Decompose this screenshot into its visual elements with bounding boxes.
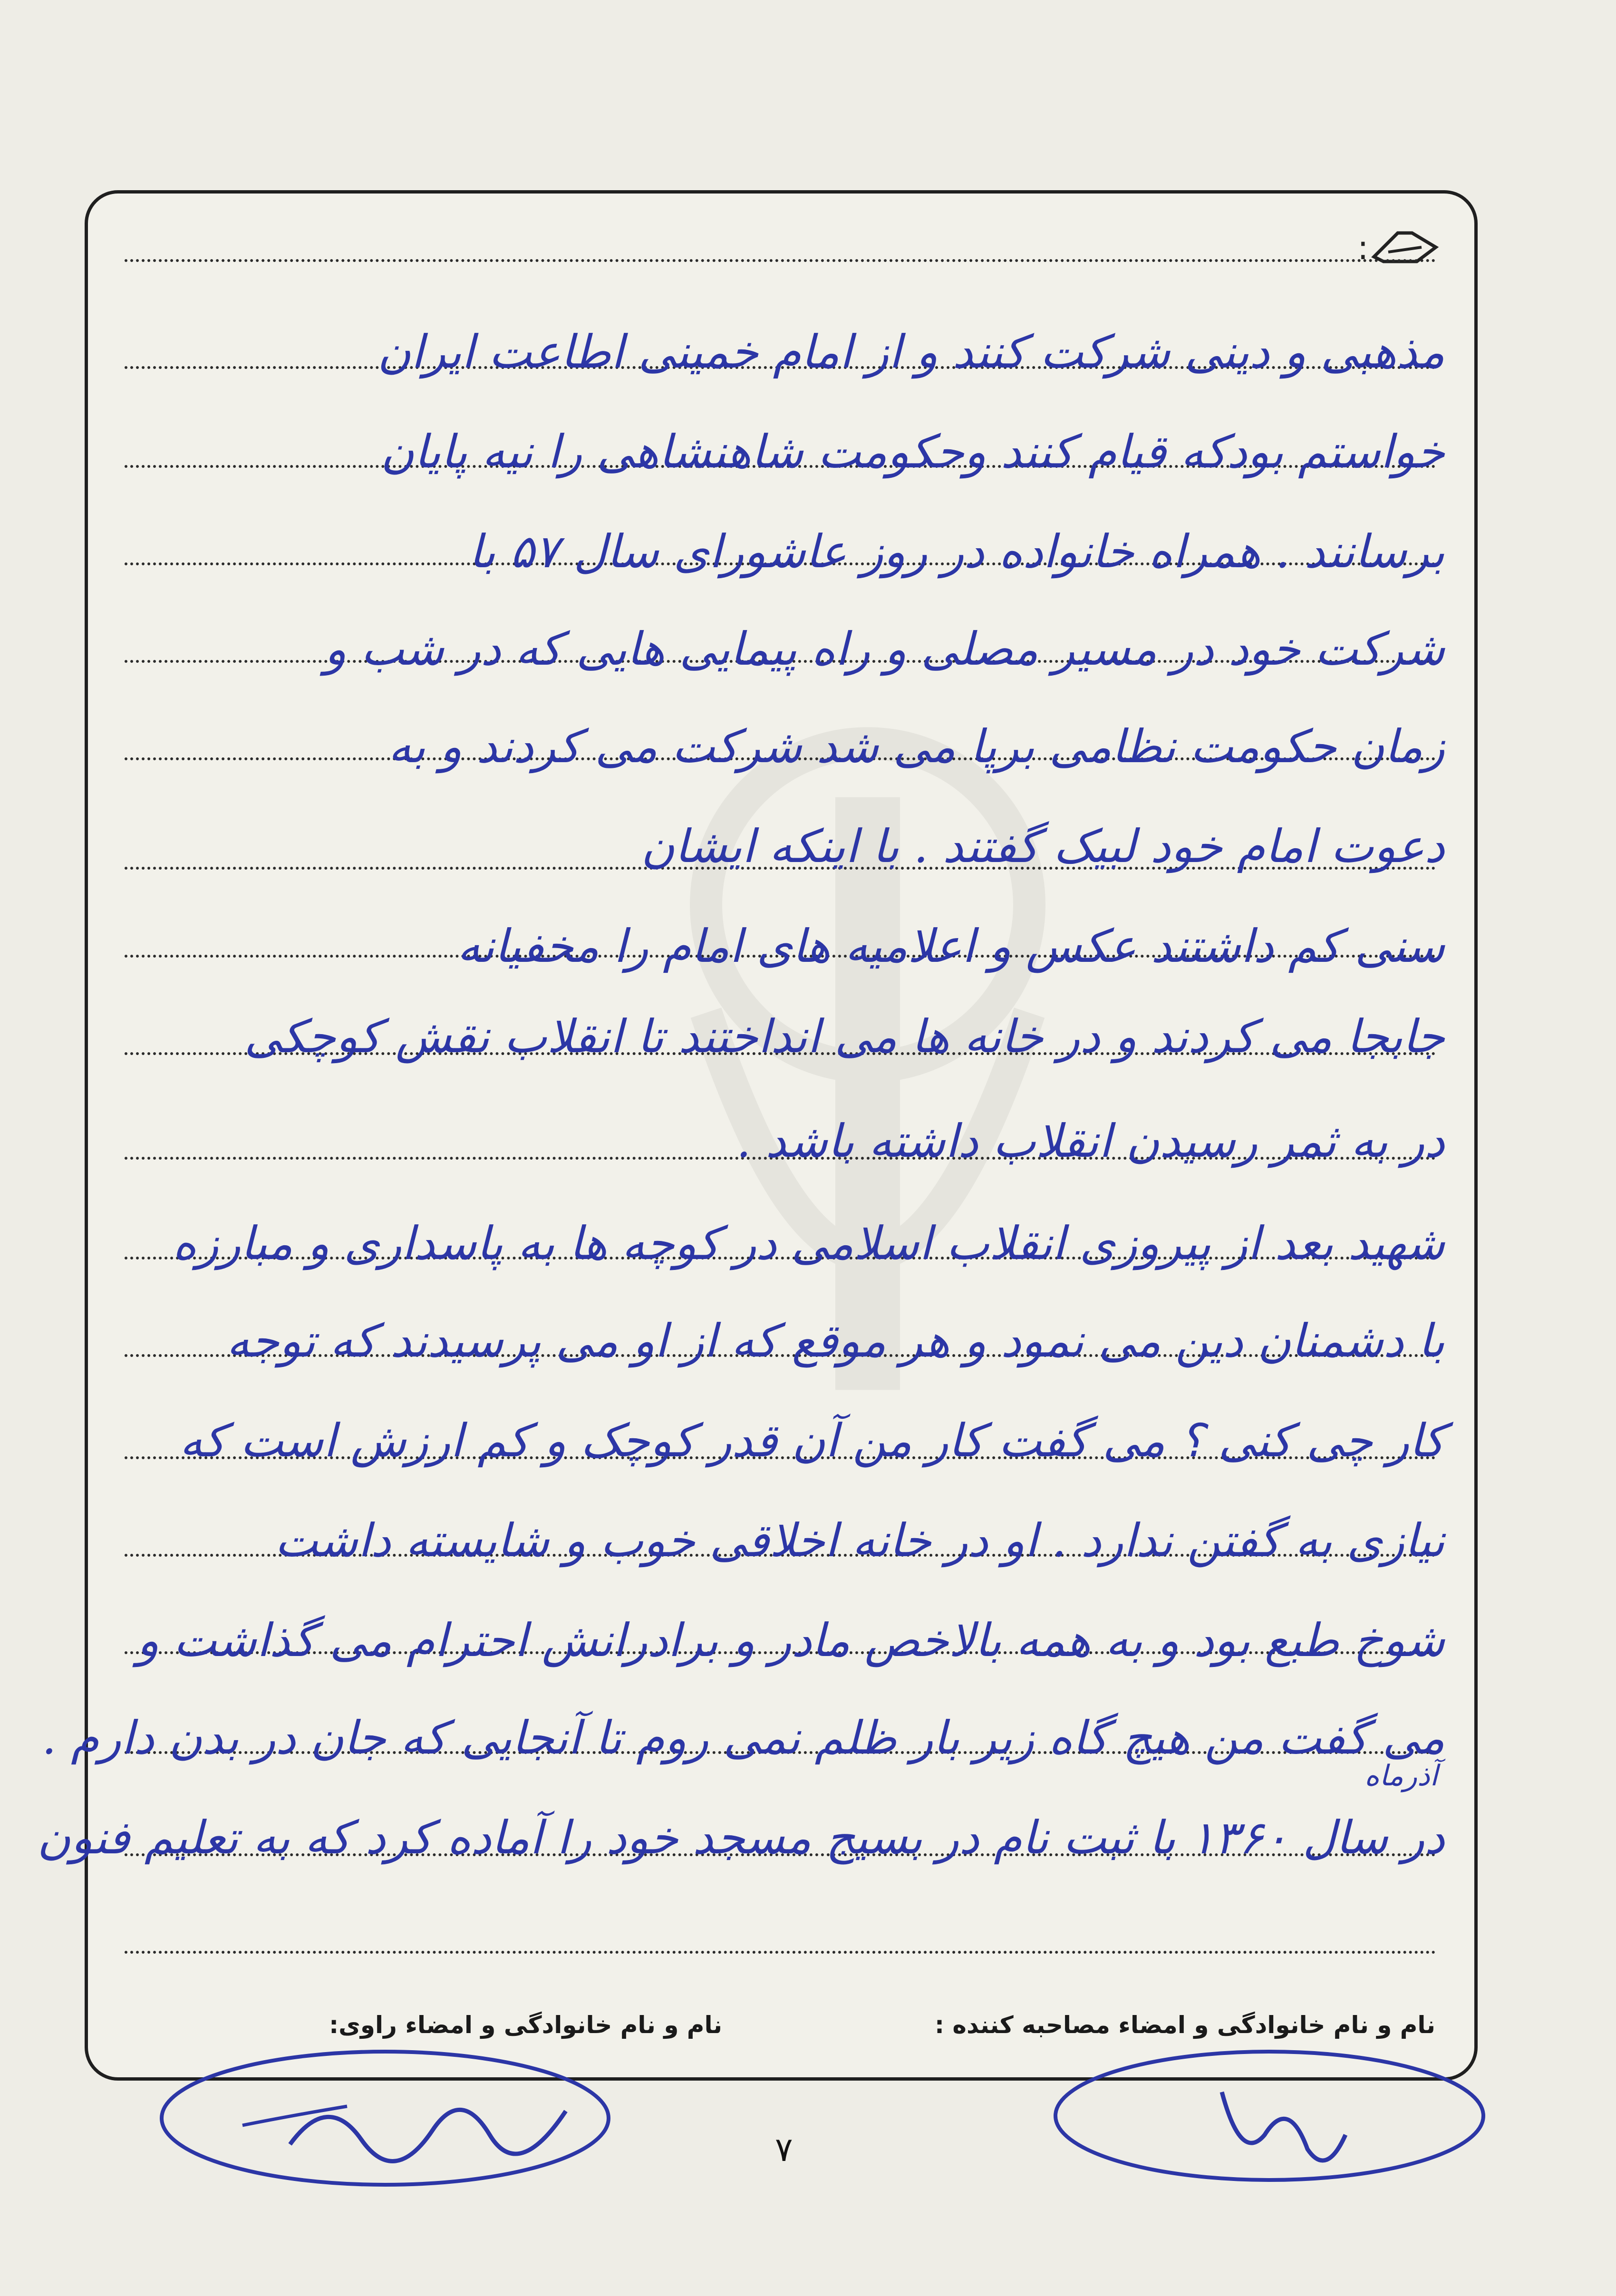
ruled-line — [125, 259, 1436, 262]
handwritten-line: در سال ۱۳۶۰ با ثبت نام در بسیج مسجد خود را آماده کرد که به تعلیم فنون — [37, 1811, 1445, 1864]
handwritten-line: در به ثمر رسیدن انقلاب داشته باشد . — [736, 1114, 1445, 1168]
handwritten-line: شرکت خود در مسیر مصلی و راه پیمایی هایی که در شب و — [324, 622, 1445, 676]
handwritten-line: مذهبی و دینی شرکت کنند و از امام خمینی اطاعت ایران — [377, 325, 1445, 378]
page-number: ۷ — [775, 2130, 793, 2169]
handwritten-line: دعوت امام خود لبیک گفتند . با اینکه ایشان — [641, 820, 1445, 873]
narrator-signature-label: نام و نام خانوادگی و امضاء راوی: — [329, 2011, 722, 2039]
handwritten-line: شوخ طبع بود و به همه بالاخص مادر و برادرانش احترام می گذاشت و — [137, 1614, 1445, 1667]
handwritten-line: سنی کم داشتند عکس و اعلامیه های امام را مخفیانه — [457, 920, 1445, 973]
handwritten-line: خواستم بودکه قیام کنند وحکومت شاهنشاهی را نیه پایان — [380, 425, 1445, 478]
handwritten-line: کار چی کنی ؟ می گفت کار من آن قدر کوچک و کم ارزش است که — [179, 1414, 1445, 1467]
interviewer-signature-label: نام و نام خانوادگی و امضاء مصاحبه کننده : — [935, 2011, 1435, 2039]
handwritten-line: جابجا می کردند و در خانه ها می انداختند تا انقلاب نقش کوچکی — [244, 1010, 1445, 1063]
interviewer-signature — [1041, 2040, 1493, 2197]
handwritten-line: نیازی به گفتن ندارد . او در خانه اخلاقی خوب و شایسته داشت — [275, 1514, 1445, 1567]
ruled-line — [125, 1951, 1436, 1954]
header-colon: : — [1357, 228, 1369, 267]
handwritten-line: شهید بعد از پیروزی انقلاب اسلامی در کوچه ها به پاسداری و مبارزه — [173, 1217, 1445, 1270]
handwritten-line: زمان حکومت نظامی برپا می شد شرکت می کردند و به — [388, 720, 1445, 773]
narrator-signature — [147, 2040, 623, 2197]
handwritten-line: می گفت من هیچ گاه زیر بار ظلم نمی روم تا آنجایی که جان در بدن دارم . — [42, 1711, 1445, 1764]
margin-note: آذرماه — [1364, 1759, 1438, 1792]
handwritten-line: با دشمنان دین می نمود و هر موقع که از او می پرسیدند که توجه — [226, 1314, 1445, 1367]
handwritten-line: برسانند . همراه خانواده در روز عاشورای سال ۵۷ با — [469, 525, 1445, 578]
